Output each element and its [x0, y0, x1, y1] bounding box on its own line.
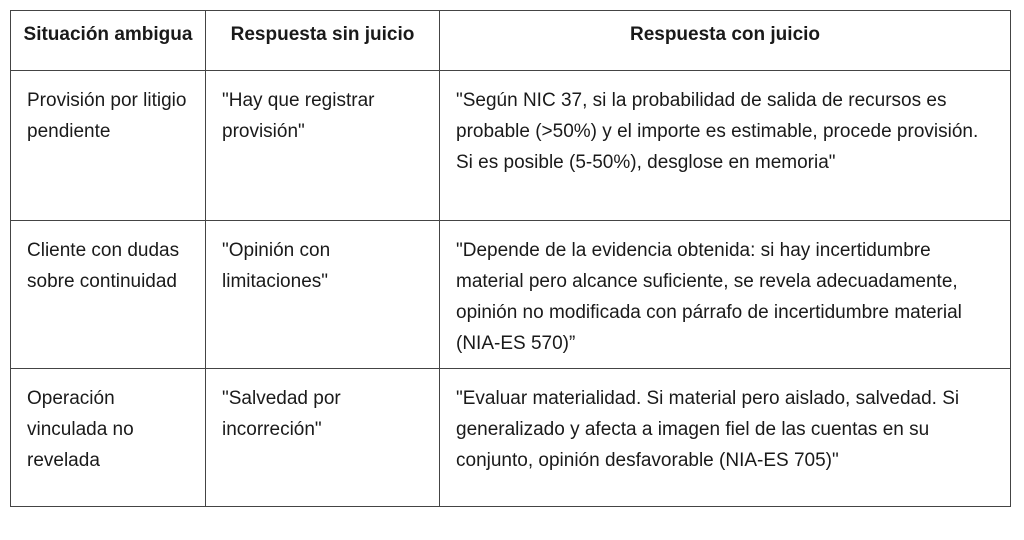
table-row: [11, 71, 1011, 221]
header-sin-juicio: Respuesta sin juicio: [206, 11, 440, 71]
cell-situacion: Provisión por litigio pendiente: [11, 71, 206, 221]
table-row: [11, 369, 1011, 507]
header-situacion: Situación ambigua: [11, 11, 206, 71]
cell-sin-juicio: "Hay que registrar provisión": [206, 71, 440, 221]
table-header-row: [11, 11, 1011, 71]
table-row: [11, 221, 1011, 369]
header-con-juicio: Respuesta con juicio: [440, 11, 1011, 71]
comparison-table: [10, 10, 1011, 507]
cell-sin-juicio: "Salvedad por incorreción": [206, 369, 440, 507]
cell-situacion: Cliente con dudas sobre continuidad: [11, 221, 206, 369]
cell-con-juicio: "Según NIC 37, si la probabilidad de salida de recursos es probable (>50%) y el importe es estimable, procede provisión. Si es posible (5-50%), desglose en memoria": [440, 71, 1011, 221]
cell-con-juicio: "Evaluar materialidad. Si material pero aislado, salvedad. Si generalizado y afecta a imagen fiel de las cuentas en su conjunto, opinión desfavorable (NIA-ES 705)": [440, 369, 1011, 507]
cell-sin-juicio: "Opinión con limitaciones": [206, 221, 440, 369]
cell-situacion: Operación vinculada no revelada: [11, 369, 206, 507]
cell-con-juicio: "Depende de la evidencia obtenida: si hay incertidumbre material pero alcance suficiente, se revela adecuadamente, opinión no modificada con párrafo de incertidumbre material (NIA-ES 570)”: [440, 221, 1011, 369]
